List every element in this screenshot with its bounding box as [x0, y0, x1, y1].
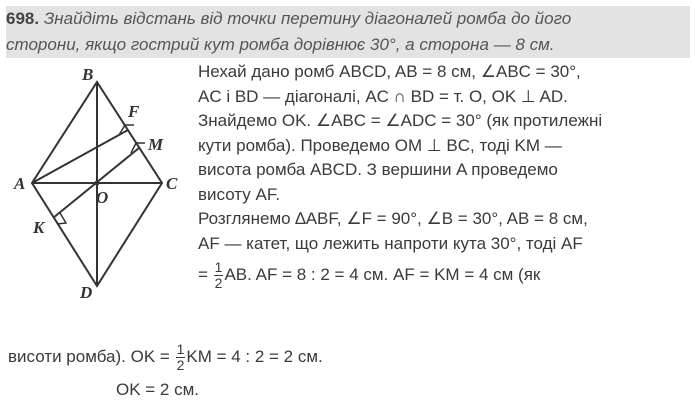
- label-b: B: [82, 65, 94, 84]
- solution-line-4: кути ромба). Проведемо OM ⊥ BC, тоді KM —: [198, 135, 562, 155]
- label-d: D: [80, 283, 93, 302]
- final-answer: OK = 2 см.: [116, 380, 200, 399]
- point-o: [95, 181, 100, 186]
- problem-statement: [6, 6, 690, 58]
- height-af: [32, 130, 128, 183]
- solution-fraction-line: [198, 256, 693, 294]
- label-c: C: [166, 174, 178, 193]
- tail-suffix: KM = 4 : 2 = 2 см.: [186, 347, 323, 366]
- solution-line-8: AF — катет, що лежить напроти кута 30°, тоді AF: [198, 233, 583, 253]
- solution-block: [198, 60, 693, 294]
- rhombus-figure: [0, 58, 200, 313]
- fraction-line-prefix: =: [198, 265, 213, 284]
- fraction-one-half: [214, 260, 224, 291]
- tail-fraction-denominator: 2: [176, 357, 185, 374]
- label-m: M: [148, 135, 164, 154]
- problem-line-1: [6, 6, 690, 32]
- problem-text-2: сторони, якщо гострий кут ромба дорівнює 30°, а сторона — 8 см.: [6, 35, 555, 54]
- label-f: F: [128, 102, 140, 121]
- problem-text-1: Знайдіть відстань від точки перетину діагоналей ромба до його: [43, 9, 572, 28]
- solution-line-3: Знайдемо OK. ∠ABC = ∠ADC = 30° (як протилежні: [198, 111, 603, 130]
- solution-line-1: Нехай дано ромб ABCD, AB = 8 см, ∠ABC = 30°,: [198, 62, 581, 81]
- tail-prefix: висоти ромба). OK =: [8, 347, 175, 366]
- problem-number: 698.: [6, 9, 40, 28]
- label-o: O: [96, 188, 109, 207]
- label-k: K: [33, 218, 45, 237]
- solution-line-5: висота ромба ABCD. З вершини A проведемо: [198, 160, 558, 179]
- fraction-line-suffix: AB. AF = 8 : 2 = 4 см. AF = KM = 4 см (як: [224, 265, 541, 284]
- tail-fraction-one-half: [176, 342, 186, 373]
- solution-line-7: Розглянемо ∆ABF, ∠F = 90°, ∠B = 30°, AB = 8 см,: [198, 209, 588, 228]
- solution-line-2: AC і BD — діагоналі, AC ∩ BD = т. O, OK ⊥ AD.: [198, 86, 568, 106]
- label-a: A: [14, 174, 26, 193]
- fraction-denominator: 2: [214, 275, 223, 292]
- solution-tail-line: [8, 338, 323, 376]
- fraction-numerator: 1: [214, 259, 223, 276]
- solution-line-6: висоту AF.: [198, 184, 281, 204]
- tail-fraction-numerator: 1: [176, 341, 185, 358]
